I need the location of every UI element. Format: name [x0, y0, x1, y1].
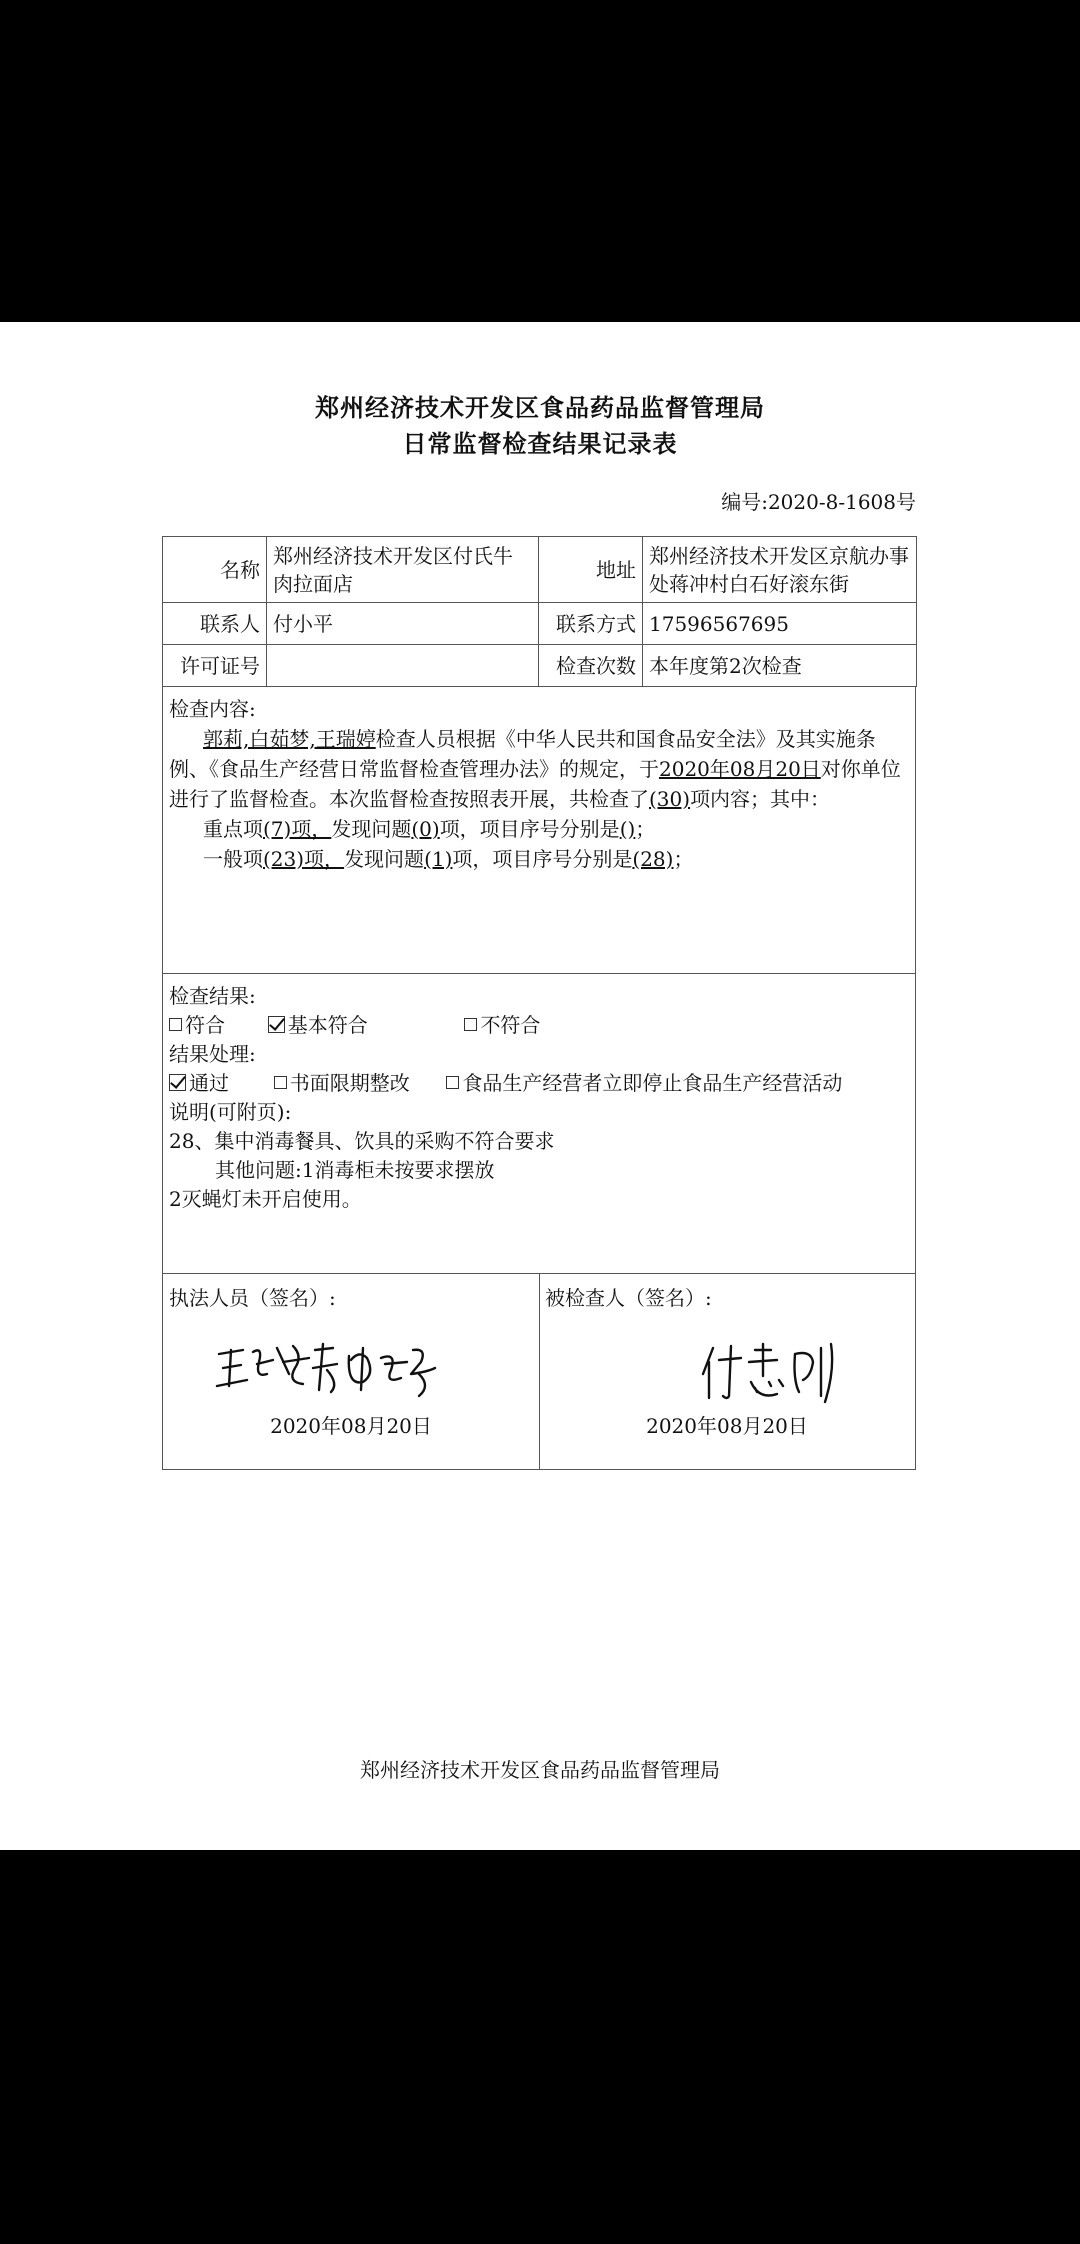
key-count: (7)项，	[263, 817, 332, 841]
license-label: 许可证号	[163, 645, 267, 687]
inspectee-sign-date: 2020年08月20日	[646, 1414, 808, 1438]
inspector-names: 郭莉,白茹梦,王瑞婷	[203, 727, 376, 751]
officer-handwritten-signature	[213, 1334, 463, 1404]
contact-value: 付小平	[267, 603, 539, 645]
checkbox-stop[interactable]	[446, 1076, 459, 1089]
checkbox-rectify[interactable]	[274, 1076, 287, 1089]
note-heading: 说明(可附页):	[169, 1100, 292, 1124]
handling-pass-label: 通过	[189, 1071, 229, 1095]
key-items-line	[169, 814, 909, 844]
info-table	[162, 536, 917, 687]
address-label: 地址	[539, 537, 643, 603]
inspectee-signature-label: 被检查人（签名）:	[545, 1286, 712, 1310]
key-text-a: 重点项	[203, 817, 263, 841]
content-text-a: 检查人员根据《中华人民共和国食品安全法》及其实施条例、《食品生产经营日常监督检查管理办法》的规定，于	[169, 727, 876, 781]
inspectee-handwritten-signature	[699, 1340, 849, 1406]
content-text-c: 项内容；其中：	[690, 787, 831, 811]
document-number: 编号:2020-8-1608号	[721, 490, 916, 514]
checkbox-basically-compliant-checked[interactable]	[268, 1016, 285, 1033]
phone-label: 联系方式	[539, 603, 643, 645]
document-title-line1: 郑州经济技术开发区食品药品监督管理局	[315, 393, 765, 422]
inspection-content-section	[162, 686, 916, 974]
general-items-line	[169, 844, 909, 874]
footer-organization: 郑州经济技术开发区食品药品监督管理局	[360, 1758, 720, 1782]
gen-count: (23)项，	[263, 847, 345, 871]
handling-heading: 结果处理:	[169, 1042, 256, 1066]
note-line-2: 其他问题:1消毒柜未按要求摆放	[215, 1158, 495, 1182]
handling-rectify-label: 书面限期整改	[289, 1071, 410, 1095]
handling-stop-label: 食品生产经营者立即停止食品生产经营活动	[462, 1071, 843, 1095]
officer-signature-area	[163, 1274, 540, 1469]
checkbox-noncompliant[interactable]	[464, 1018, 477, 1031]
key-text-b: 发现问题	[331, 817, 412, 841]
option-noncompliant-label: 不符合	[480, 1013, 541, 1037]
gen-sequence: (28)	[632, 847, 674, 871]
count-value: 本年度第2次检查	[643, 645, 917, 687]
document-title-line2: 日常监督检查结果记录表	[402, 429, 678, 458]
name-value: 郑州经济技术开发区付氏牛肉拉面店	[267, 537, 539, 603]
result-options	[169, 1011, 909, 1040]
option-basic-label: 基本符合	[287, 1013, 368, 1037]
content-text-b: 对你单位进行了监督检查。本次监督检查按照表开展，共检查了	[169, 757, 901, 811]
officer-sign-date: 2020年08月20日	[270, 1414, 432, 1438]
content-heading: 检查内容:	[169, 697, 256, 721]
checkbox-compliant[interactable]	[169, 1018, 182, 1031]
key-problems: (0)	[411, 817, 440, 841]
inspection-result-section	[162, 974, 916, 1274]
total-items: (30)	[649, 787, 691, 811]
checkbox-pass-checked[interactable]	[169, 1074, 186, 1091]
inspection-date: 2020年08月20日	[659, 757, 821, 781]
inspectee-signature-area	[539, 1274, 915, 1469]
gen-text-a: 一般项	[203, 847, 263, 871]
signature-section	[162, 1274, 916, 1470]
gen-end: ；	[673, 847, 694, 871]
officer-signature-label: 执法人员（签名）:	[169, 1286, 336, 1310]
document-page	[0, 322, 1080, 1850]
phone-value: 17596567695	[643, 603, 917, 645]
result-heading: 检查结果:	[169, 984, 256, 1008]
count-label: 检查次数	[539, 645, 643, 687]
license-value	[267, 645, 539, 687]
name-label: 名称	[163, 537, 267, 603]
address-value: 郑州经济技术开发区京航办事处蒋冲村白石好滚东街	[643, 537, 917, 603]
content-paragraph	[169, 724, 909, 814]
handling-options	[169, 1069, 909, 1098]
option-compliant-label: 符合	[185, 1013, 225, 1037]
key-sequence: ()	[619, 817, 636, 841]
contact-label: 联系人	[163, 603, 267, 645]
note-line-3: 2灭蝇灯未开启使用。	[169, 1187, 362, 1211]
key-text-c: 项，项目序号分别是	[439, 817, 620, 841]
gen-text-b: 发现问题	[344, 847, 425, 871]
note-line-1: 28、集中消毒餐具、饮具的采购不符合要求	[169, 1129, 555, 1153]
gen-text-c: 项，项目序号分别是	[452, 847, 633, 871]
key-end: ；	[635, 817, 656, 841]
gen-problems: (1)	[424, 847, 453, 871]
